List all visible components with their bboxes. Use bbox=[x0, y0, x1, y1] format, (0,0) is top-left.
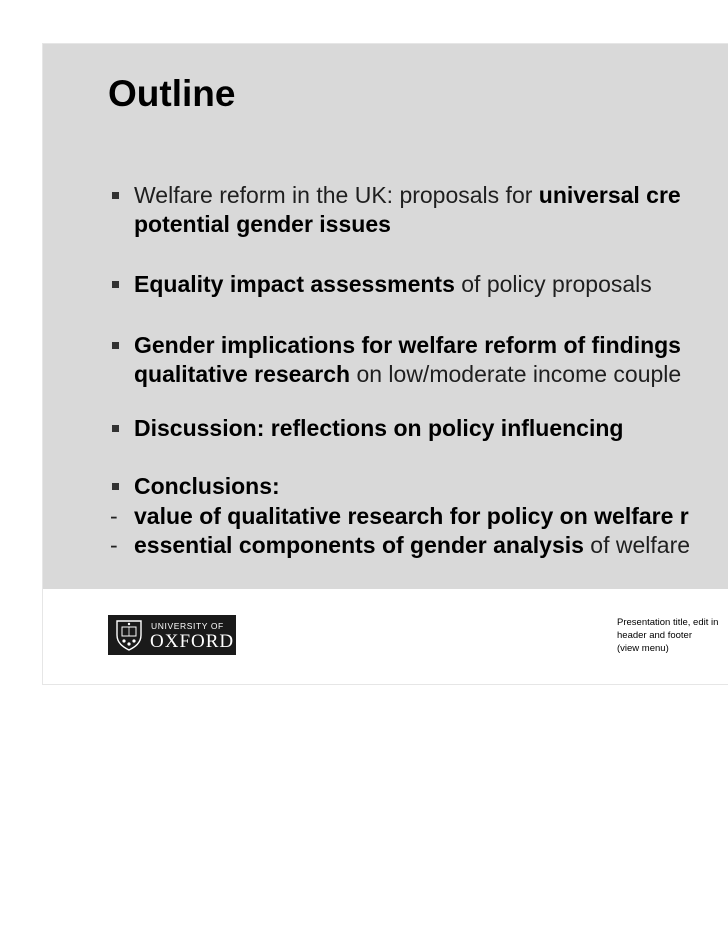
bold-text: value of qualitative research for policy on welfare r bbox=[134, 503, 689, 529]
bullet-line bbox=[134, 181, 681, 209]
bold-text: Gender implications for welfare reform of findings bbox=[134, 332, 681, 358]
bullet-square-icon bbox=[112, 281, 119, 288]
bullet-list bbox=[43, 44, 728, 589]
slide-body bbox=[43, 44, 728, 589]
footer-text bbox=[617, 616, 718, 655]
bullet-square-icon bbox=[112, 342, 119, 349]
slide bbox=[42, 43, 728, 685]
bullet-line bbox=[134, 472, 280, 500]
slide-title: Outline bbox=[108, 73, 236, 114]
footer-text-line: Presentation title, edit in bbox=[617, 617, 719, 628]
bullet-line bbox=[134, 270, 652, 298]
text: on low/moderate income couple bbox=[350, 361, 682, 387]
slide-footer bbox=[43, 589, 728, 685]
bold-text: essential components of gender analysis bbox=[134, 532, 584, 558]
bullet-line bbox=[134, 502, 689, 530]
dash-marker: - bbox=[110, 532, 118, 558]
logo-oxford: OXFORD bbox=[150, 631, 235, 652]
bullet-line bbox=[134, 360, 681, 388]
footer-text-line: (view menu) bbox=[617, 643, 669, 654]
logo-university-of: UNIVERSITY OF bbox=[151, 621, 224, 631]
text: Welfare reform in the UK: proposals for bbox=[134, 182, 539, 208]
bullet-line bbox=[134, 414, 623, 442]
bullet-square-icon bbox=[112, 192, 119, 199]
bullet-square-icon bbox=[112, 483, 119, 490]
footer-text-line: header and footer bbox=[617, 630, 693, 641]
oxford-logo bbox=[108, 615, 236, 655]
bold-text: Conclusions: bbox=[134, 473, 280, 499]
bullet-line bbox=[134, 331, 681, 359]
bold-text: potential gender issues bbox=[134, 211, 391, 237]
bullet-line bbox=[134, 531, 690, 559]
text: of welfare bbox=[583, 532, 691, 558]
bold-text: universal cre bbox=[538, 182, 681, 208]
oxford-crest-icon bbox=[114, 619, 144, 651]
bold-text: Discussion: reflections on policy influencing bbox=[134, 415, 624, 441]
text: of policy proposals bbox=[454, 271, 652, 297]
bullet-line bbox=[134, 210, 391, 238]
dash-marker: - bbox=[110, 503, 118, 529]
bold-text: Equality impact assessments bbox=[134, 271, 455, 297]
bold-text: qualitative research bbox=[134, 361, 351, 387]
bullet-square-icon bbox=[112, 425, 119, 432]
